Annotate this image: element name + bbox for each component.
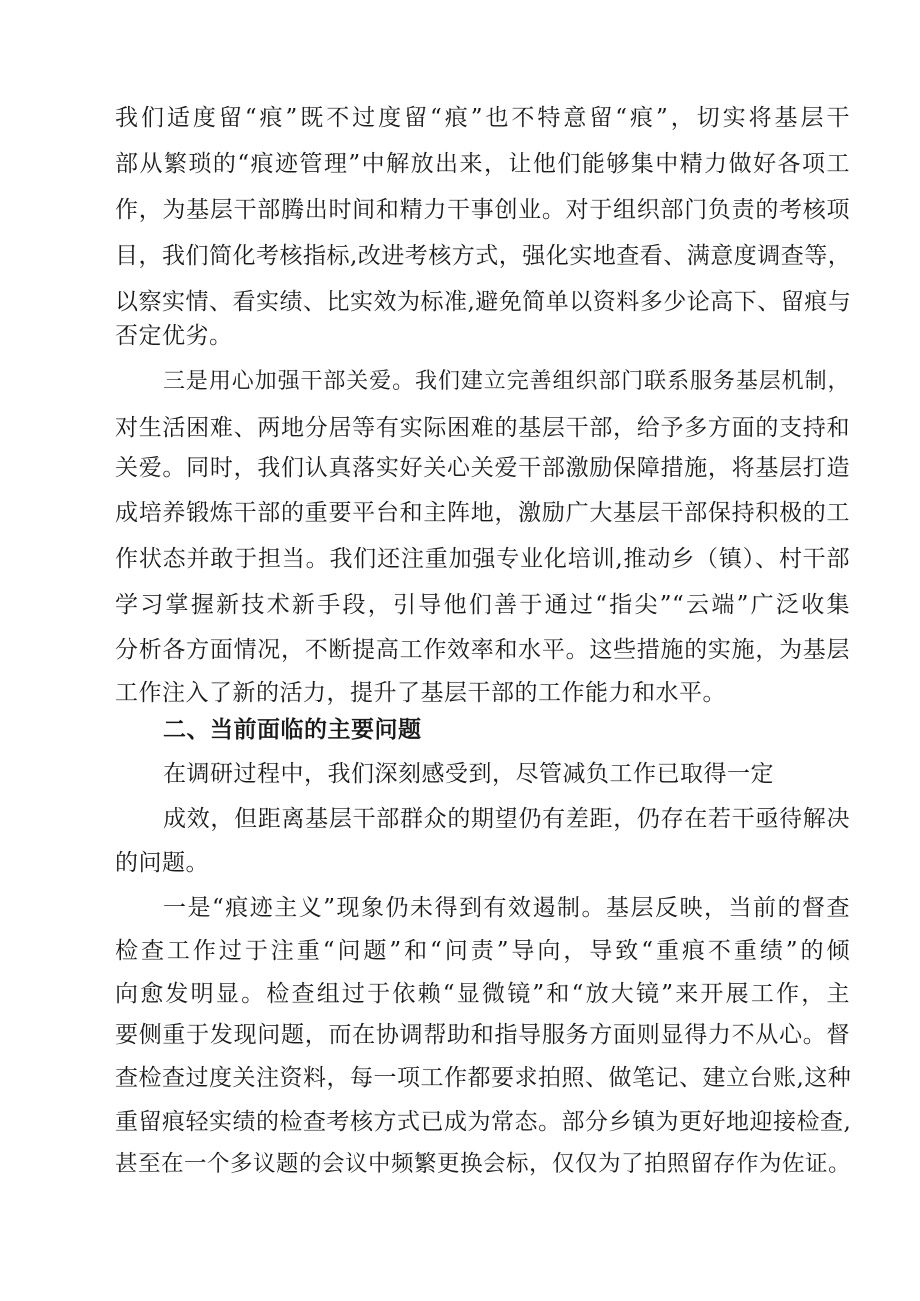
text-line: 向愈发明显。检查组过于依赖“显微镜”和“放大镜”来开展工作，主 [115, 981, 850, 1007]
text-line: 要侧重于发现问题，而在协调帮助和指导服务方面则显得力不从心。督 [115, 1022, 850, 1048]
text-line: 检查工作过于注重“问题”和“问责”导向，导致“重痕不重绩”的倾 [115, 938, 850, 964]
text-line: 分析各方面情况，不断提高工作效率和水平。这些措施的实施，为基层 [115, 637, 850, 663]
text-line: 作，为基层干部腾出时间和精力干事创业。对于组织部门负责的考核项 [115, 197, 850, 223]
text-line: 关爱。同时，我们认真落实好关心关爱干部激励保障措施，将基层打造 [115, 455, 850, 481]
text-line: 作状态并敢于担当。我们还注重加强专业化培训,推动乡（镇）、村干部 [115, 546, 850, 572]
text-line: 目，我们简化考核指标,改进考核方式，强化实地查看、满意度调查等， [115, 243, 852, 269]
text-line: 一是“痕迹主义”现象仍未得到有效遏制。基层反映，当前的督查 [163, 895, 850, 921]
text-line: 工作注入了新的活力，提升了基层干部的工作能力和水平。 [115, 680, 726, 706]
text-line: 三是用心加强干部关爱。我们建立完善组织部门联系服务基层机制， [163, 369, 850, 394]
section-heading: 二、当前面临的主要问题 [163, 717, 422, 743]
text-line: 成效，但距离基层干部群众的期望仍有差距，仍存在若干亟待解决 [163, 806, 850, 832]
text-line: 重留痕轻实绩的检查考核方式已成为常态。部分乡镇为更好地迎接检查, [115, 1109, 852, 1135]
text-line: 成培养锻炼干部的重要平台和主阵地，激励广大基层干部保持积极的工 [115, 500, 850, 526]
text-line: 甚至在一个多议题的会议中频繁更换会标，仅仅为了拍照留存作为佐证。 [115, 1151, 852, 1177]
text-line: 我们适度留“痕”既不过度留“痕”也不特意留“痕”，切实将基层干 [115, 105, 850, 131]
text-line: 对生活困难、两地分居等有实际困难的基层干部，给予多方面的支持和 [115, 415, 850, 441]
text-line: 部从繁琐的“痕迹管理”中解放出来，让他们能够集中精力做好各项工 [115, 151, 850, 177]
text-line: 在调研过程中，我们深刻感受到，尽管减负工作已取得一定 [163, 761, 774, 787]
text-line: 以察实情、看实绩、比实效为标准,避免简单以资料多少论高下、留痕与 [115, 289, 852, 315]
text-line: 否定优劣。 [115, 323, 233, 349]
text-line: 的问题。 [115, 850, 209, 876]
text-line: 查检查过度关注资料，每一项工作都要求拍照、做笔记、建立台账,这种 [115, 1065, 852, 1091]
text-line: 学习掌握新技术新手段，引导他们善于通过“指尖”“云端”广泛收集 [115, 592, 850, 618]
